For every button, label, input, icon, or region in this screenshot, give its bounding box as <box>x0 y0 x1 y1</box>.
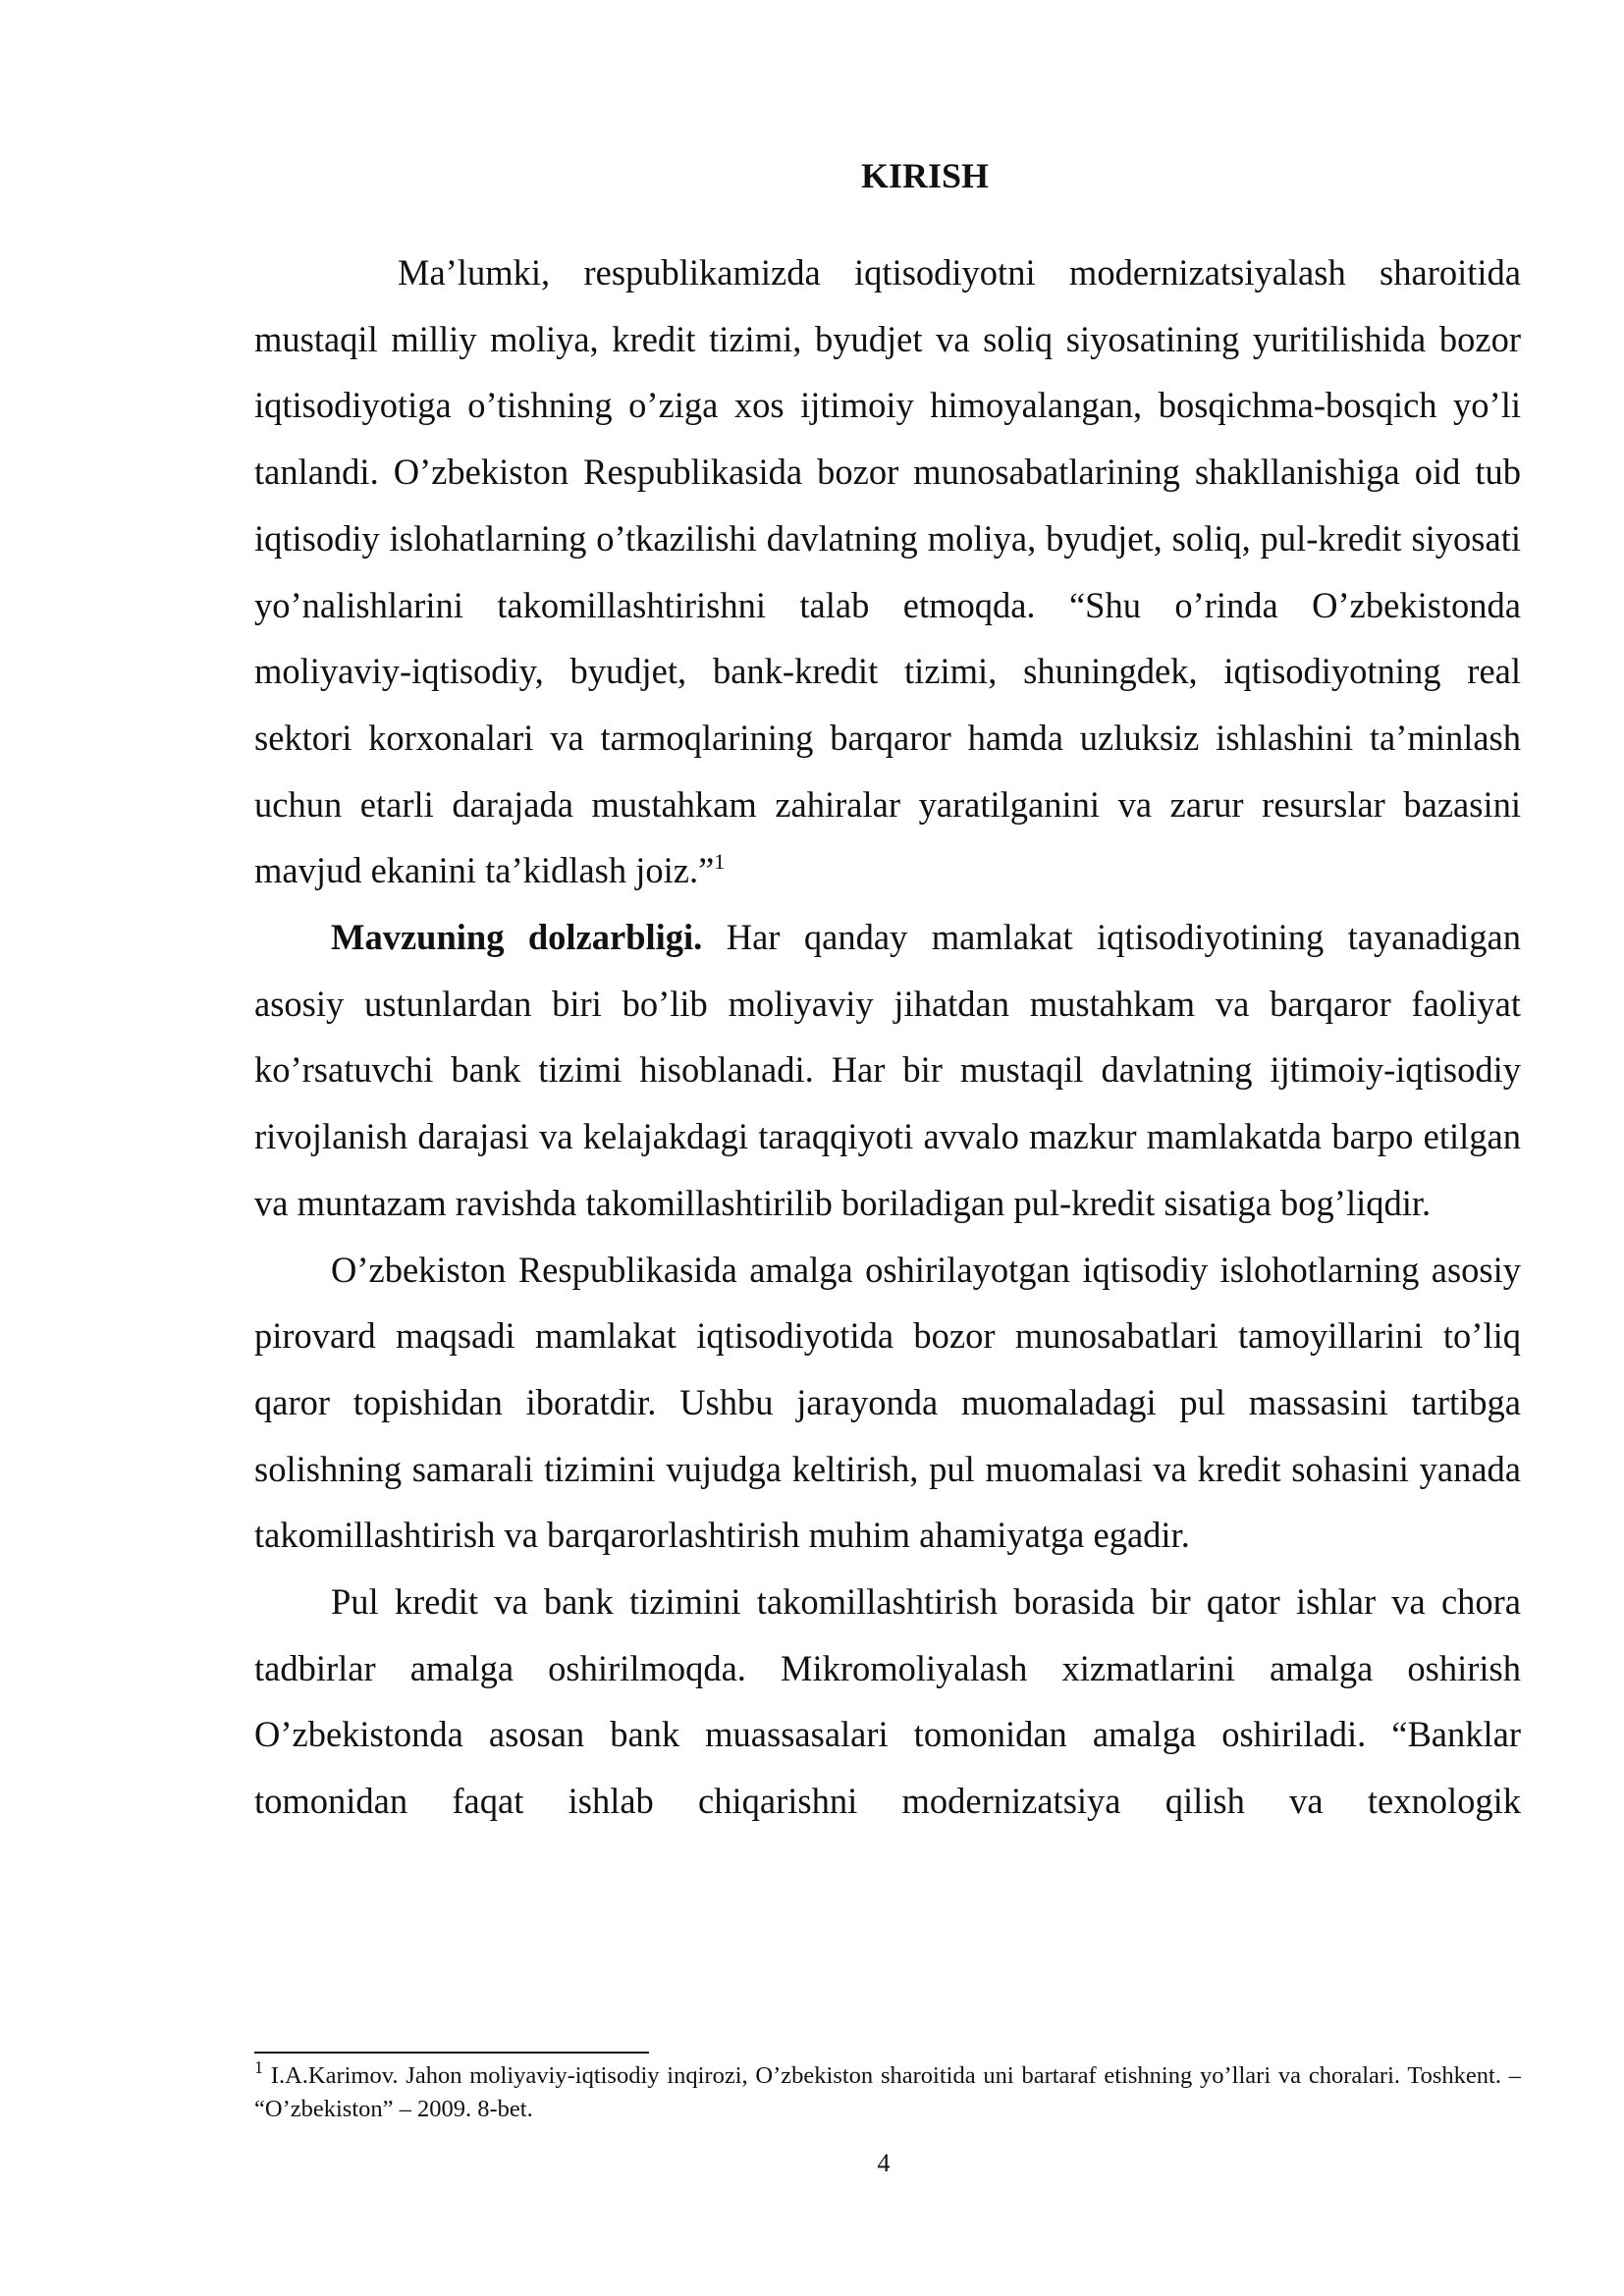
relevance-heading: Mavzuning dolzarbligi. <box>331 917 703 958</box>
intro-paragraph <box>254 240 1521 904</box>
footnote-separator <box>254 2052 649 2054</box>
relevance-paragraph <box>254 904 1521 1237</box>
footnote-marker: 1 <box>254 2057 263 2077</box>
page-number: 4 <box>877 2149 891 2177</box>
reforms-paragraph: O’zbekiston Respublikasida amalga oshirilayotgan iqtisodiy islohotlarning asosiy pirovard maqsadi mamlakat iqtisodiyotida bozor munosabatlari tamoyillarini to’liq qaror topishidan iboratdir. Ushbu jarayonda muomaladagi pul massasini tartibga solishning samarali tizimini vujudga keltirish, pul muomalasi va kredit sohasini yanada takomillashtirish va barqarorlashtirish muhim ahamiyatga egadir. <box>254 1249 1521 1556</box>
footnote-reference: 1 <box>714 849 726 875</box>
section-title: KIRISH <box>860 156 990 195</box>
footnote-text: I.A.Karimov. Jahon moliyaviy-iqtisodiy inqirozi, O’zbekiston sharoitida uni bartaraf etishning yo’llari va choralari. Toshkent. – “O’zbekiston” – 2009. 8-bet. <box>254 2062 1521 2122</box>
footnote <box>254 2059 1521 2126</box>
intro-text: Ma’lumki, respublikamizda iqtisodiyotni modernizatsiyalash sharoitida mustaqil milliy moliya, kredit tizimi, byudjet va soliq siyosatining yuritilishida bozor iqtisodiyotiga o’tishning o’ziga xos ijtimoiy himoyalangan, bosqichma-bosqich yo’li tanlandi. O’zbekiston Respublikasida bozor munosabatlarining shakllanishiga oid tub iqtisodiy islohatlarning o’tkazilishi davlatning moliya, byudjet, soliq, pul-kredit siyosati yo’nalishlarini takomillashtirishni talab etmoqda. “Shu o’rinda O’zbekistonda moliyaviy-iqtisodiy, byudjet, bank-kredit tizimi, shuningdek, iqtisodiyotning real sektori korxonalari va tarmoqlarining barqaror hamda uzluksiz ishlashini ta’minlash uchun etarli darajada mustahkam zahiralar yaratilganini va zarur resurslar bazasini mavjud ekanini ta’kidlash joiz.” <box>254 252 1521 891</box>
body-text <box>254 240 1521 1835</box>
banking-paragraph: Pul kredit va bank tizimini takomillashtirish borasida bir qator ishlar va chora tadbirlar amalga oshirilmoqda. Mikromoliyalash xizmatlarini amalga oshirish O’zbekistonda asosan bank muassasalari tomonidan amalga oshiriladi. “Banklar tomonidan faqat ishlab chiqarishni modernizatsiya qilish va texnologik <box>254 1581 1521 1822</box>
relevance-text: Har qanday mamlakat iqtisodiyotining tayanadigan asosiy ustunlardan biri bo’lib moliyaviy jihatdan mustahkam va barqaror faoliyat ko’rsatuvchi bank tizimi hisoblanadi. Har bir mustaqil davlatning ijtimoiy-iqtisodiy rivojlanish darajasi va kelajakdagi taraqqiyoti avvalo mazkur mamlakatda barpo etilgan va muntazam ravishda takomillashtirilib boriladigan pul-kredit sisatiga bog’liqdir. <box>254 917 1521 1223</box>
